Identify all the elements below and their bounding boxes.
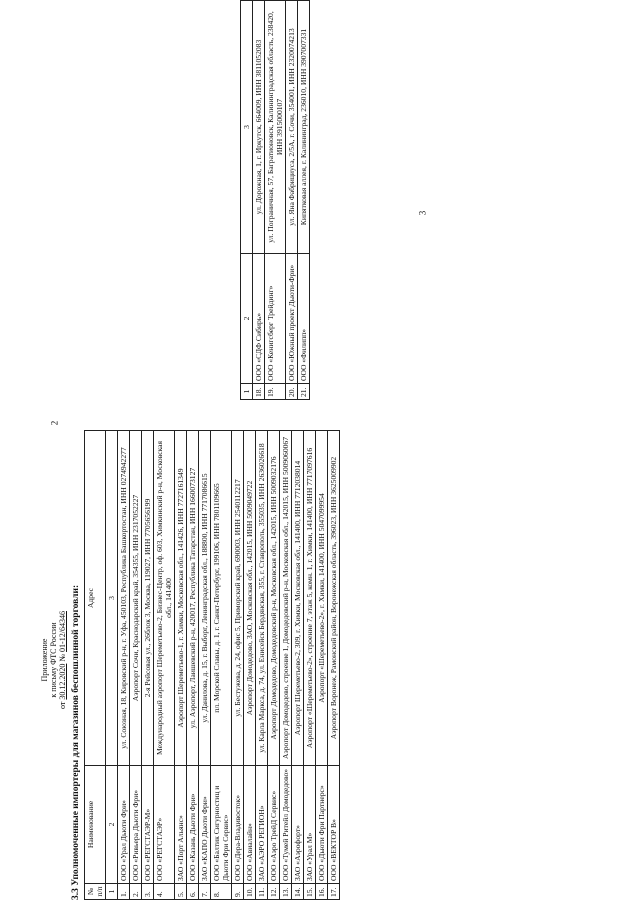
row-number: 12. — [268, 884, 280, 900]
importer-name: ЗАО «АЭРО РЕГИОН» — [256, 766, 268, 884]
row-number: 8. — [211, 884, 232, 900]
header-from: от — [58, 701, 67, 709]
importer-name: ООО «Урал Дьюти Фри» — [118, 766, 130, 884]
importer-name: ООО «Южный проект Дьюти-Фри» — [286, 254, 298, 384]
importer-address: Аэропорт Домодедово, ЗАО, Московская обл., 142015, ИНН 5009049722 — [244, 431, 256, 766]
importer-address: ул. Дорожная, 1, г. Иркутск, 664009, ИНН 3811052083 — [253, 1, 265, 254]
table-row — [154, 431, 175, 900]
row-number: 7. — [199, 884, 211, 900]
importer-address: Аэропорт Шереметьево-1, г. Химки, Московская обл., 141426, ИНН 7727161349 — [175, 431, 187, 766]
table-row — [268, 431, 280, 900]
importer-name: ЗАО «Урал М» — [304, 766, 316, 884]
importer-name: ООО «Балтик Сигурностиц и Дьюти Фри Сервис» — [211, 766, 232, 884]
header-name-col: Наименование — [85, 766, 106, 884]
page-number-bottom: 2 — [49, 420, 60, 426]
importer-address: ул. Яна Фабрициуса, 2/5А, г. Сочи, 354001, ИНН 2320074213 — [286, 1, 298, 254]
table-row — [328, 431, 340, 900]
row-number: 2. — [130, 884, 142, 900]
row-number: 16. — [316, 884, 328, 900]
table-row — [211, 431, 232, 900]
importer-address: Аэропорт «Шереметьево-2», г. Химки, 141400, ИНН 5047099954 — [316, 431, 328, 766]
importer-address: Международный аэропорт Шереметьево-2, Бизнес-Центр, оф. 603, Химкинский р-н, Московская обл., 141400 — [154, 431, 175, 766]
row-number: 17. — [328, 884, 340, 900]
header-number-sign: № — [58, 653, 67, 662]
importer-name: ООО «Филипп» — [298, 254, 310, 384]
importer-name: ООО «РЕГСТАЭР» — [154, 766, 175, 884]
col-number-3: 3 — [241, 1, 253, 254]
importer-name: ООО «ВЕКТОР В» — [328, 766, 340, 884]
importer-address: Аэропорт «Шереметьево-2», строение 7, этаж 5, комн. 1, г. Химки, 141400, ИНН 7717097616 — [304, 431, 316, 766]
letter-header — [40, 560, 67, 760]
row-number: 13. — [280, 884, 292, 900]
column-number-row — [106, 431, 118, 900]
row-number: 9. — [232, 884, 244, 900]
importer-name: ООО «Дера-Владивосток» — [232, 766, 244, 884]
col-number-3: 3 — [106, 431, 118, 766]
table-row — [253, 1, 265, 400]
header-line-3 — [58, 560, 67, 760]
importer-address: ул. Пограничная, 57, Багратионовск, Калининградская область, 238420, ИНН 3915000107 — [265, 1, 286, 254]
row-number: 4. — [154, 884, 175, 900]
importer-address: ул. Аэропорт, Лаишевский р-н, 420017, Республика Татарстан, ИНН 1660073127 — [187, 431, 199, 766]
importer-name: ООО «Ривьера Дьюти Фри» — [130, 766, 142, 884]
row-number: 10. — [244, 884, 256, 900]
importer-address: Аэропорт Воронеж, Рамонский район, Воронежская область, 396023, ИНН 3625009902 — [328, 431, 340, 766]
table-row — [304, 431, 316, 900]
importer-name: ООО «СДФ Сибирь» — [253, 254, 265, 384]
page-two-region — [0, 430, 640, 900]
importer-name: ООО «Авиалайн» — [244, 766, 256, 884]
page-two — [40, 430, 560, 900]
importer-address: пл. Морской Славы, д. 1, г. Санкт-Петербург, 199106, ИНН 7801109665 — [211, 431, 232, 766]
importer-address: 2-я Рейсовая ул., 26блок 3, Москва, 119027, ИНН 7705656199 — [142, 431, 154, 766]
continuation-table-region — [240, 0, 500, 400]
row-number: 20. — [286, 384, 298, 400]
col-number-2: 2 — [106, 766, 118, 884]
header-address-col: Адрес — [85, 431, 106, 766]
importer-name: ООО «Тумей Ритейл Домодедово» — [280, 766, 292, 884]
importer-name: ООО «Казань Дьюти Фри» — [187, 766, 199, 884]
importer-address: ул. Бестужева, д. 24, офис 5, Приморский край, 690003, ИНН 2540112217 — [232, 431, 244, 766]
row-number: 1. — [118, 884, 130, 900]
column-number-row — [241, 1, 253, 400]
row-number: 14. — [292, 884, 304, 900]
importer-address: Аэропорт Шереметьево-2, 309, г. Химки, Московская обл., 141400, ИНН 7712038014 — [292, 431, 304, 766]
table-row — [244, 431, 256, 900]
table-row — [280, 431, 292, 900]
importer-address: Кипятковая аллея, г. Калининград, 236010, ИНН 3907007331 — [298, 1, 310, 254]
row-number: 15. — [304, 884, 316, 900]
row-number: 5. — [175, 884, 187, 900]
row-number: 3. — [142, 884, 154, 900]
row-number: 19. — [265, 384, 286, 400]
header-line-2: к письму ФТС России — [49, 622, 58, 698]
table-row — [232, 431, 244, 900]
row-number: 11. — [256, 884, 268, 900]
table-row — [316, 431, 328, 900]
table-row — [256, 431, 268, 900]
row-number: 6. — [187, 884, 199, 900]
table-row — [286, 1, 298, 400]
table-row — [130, 431, 142, 900]
col-number-2: 2 — [241, 254, 253, 384]
row-number: 18. — [253, 384, 265, 400]
importer-address: ул. Данилова, д. 15, г. Выборг, Ленинградская обл., 188800, ИНН 7717086615 — [199, 431, 211, 766]
header-line-1: Приложение — [40, 638, 49, 682]
table-row — [265, 1, 286, 400]
importer-name: ООО «Аэро ТрейД Сервис» — [268, 766, 280, 884]
section-title: 3.3 Уполномоченные импортеры для магазинов беспошлинной торговли: — [71, 584, 81, 900]
header-date: 30.12.2020 — [58, 663, 67, 700]
header-number-col: № п/п — [85, 884, 106, 900]
continuation-table — [240, 0, 500, 400]
table-row — [298, 1, 310, 400]
importer-name: ООО «Кенигсберг Трейдинг» — [265, 254, 286, 384]
row-number: 21. — [298, 384, 310, 400]
col-number-1: 1 — [106, 884, 118, 900]
table-row — [118, 431, 130, 900]
table-row — [292, 431, 304, 900]
table-row — [199, 431, 211, 900]
importer-name: ЗАО «Аэрофорт» — [292, 766, 304, 884]
header-number: 01-12/64346 — [58, 611, 67, 652]
importer-address: Аэропорт Домодедово, Домодедовский р-н, Московская обл., 142015, ИНН 5009032176 — [268, 431, 280, 766]
header-row — [85, 431, 106, 900]
importer-address: Аэропорт Сочи, Краснодарский край, 354355, ИНН 2317052227 — [130, 431, 142, 766]
col-number-1: 1 — [241, 384, 253, 400]
importer-address: ул. Союзная, 18, Кировский р-н, г. Уфа, 450103, Республика Башкортостан, ИНН 0274942277 — [118, 431, 130, 766]
importer-name: ООО «РЕГСТАЭР-М» — [142, 766, 154, 884]
importer-address: Аэропорт Домодедово, строение 1, Домодедовский р-н, Московская обл., 142015, ИНН 5009060067 — [280, 431, 292, 766]
importer-name: ООО «Дьюти Фри Партнерс» — [316, 766, 328, 884]
importers-table — [84, 430, 340, 900]
table-row — [187, 431, 199, 900]
importer-address: ул. Карла Маркса, д. 74, ул. Енисейск Бердянская, 355, г. Ставрополь, 355035, ИНН 2636026618 — [256, 431, 268, 766]
table-row — [142, 431, 154, 900]
importer-name: ЗАО «Порт Альянс» — [175, 766, 187, 884]
page-number-top: 3 — [417, 210, 428, 216]
importer-name: ЗАО «КАПО Дьюти Фри» — [199, 766, 211, 884]
table-row — [175, 431, 187, 900]
